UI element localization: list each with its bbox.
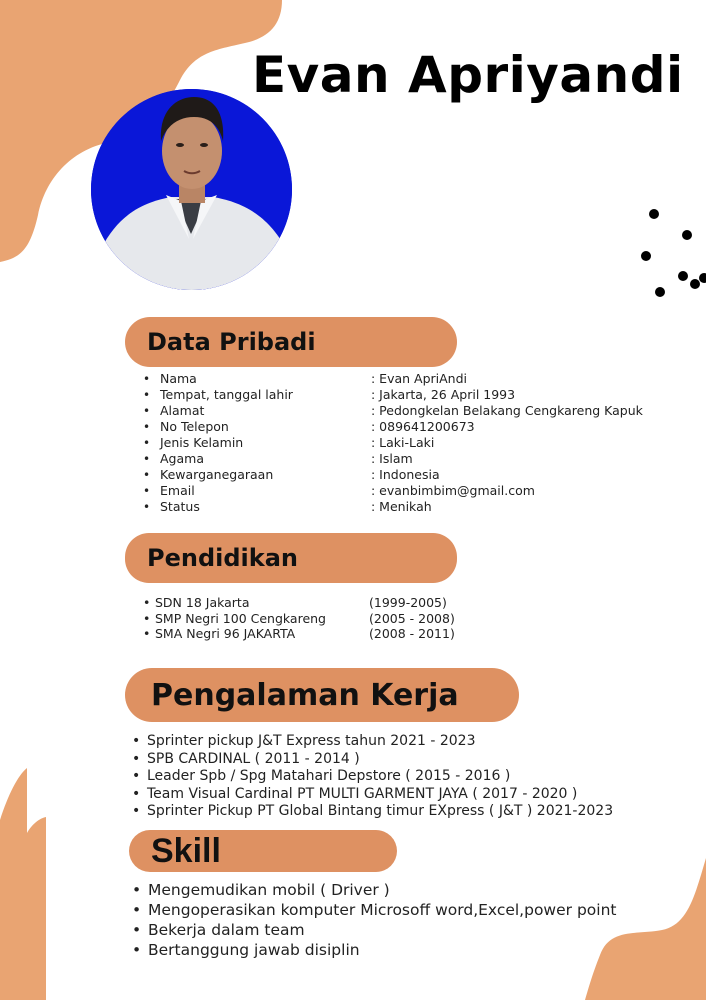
- school-name: SDN 18 Jakarta: [155, 595, 250, 610]
- personal-label: Tempat, tanggal lahir: [160, 387, 293, 402]
- bullet-icon: •: [143, 626, 151, 641]
- section-title-personal-data: Data Pribadi: [147, 328, 316, 356]
- bullet-icon: •: [143, 484, 151, 498]
- personal-label: No Telepon: [160, 419, 229, 434]
- school-name: SMA Negri 96 JAKARTA: [155, 626, 296, 641]
- personal-value: : Indonesia: [371, 467, 440, 482]
- personal-value: : Menikah: [371, 499, 432, 514]
- personal-value: : Laki-Laki: [371, 435, 435, 450]
- bullet-icon: •: [132, 768, 141, 784]
- personal-value-email: : evanbimbim@gmail.com: [371, 483, 535, 498]
- personal-label: Kewarganegaraan: [160, 467, 274, 482]
- profile-photo: [91, 89, 292, 290]
- skill-item-text: Bertanggung jawab disiplin: [148, 941, 360, 959]
- work-item-text: Leader Spb / Spg Matahari Depstore ( 2015 - 2016 ): [147, 768, 511, 784]
- bottom-left-flame: [0, 768, 46, 1000]
- personal-value: : Evan ApriAndi: [371, 371, 468, 386]
- section-title-work-experience: Pengalaman Kerja: [151, 677, 459, 713]
- skill-item-text: Mengoperasikan komputer Microsoff word,Excel,power point: [148, 901, 617, 919]
- bullet-icon: •: [143, 595, 151, 610]
- personal-label: Status: [160, 499, 200, 514]
- bullet-icon: •: [143, 404, 151, 418]
- personal-label: Alamat: [160, 403, 205, 418]
- personal-value: : Jakarta, 26 April 1993: [371, 387, 516, 402]
- school-years: (2008 - 2011): [369, 626, 455, 641]
- skill-item-text: Bekerja dalam team: [148, 921, 305, 939]
- bullet-icon: •: [143, 452, 151, 466]
- bullet-icon: •: [132, 803, 141, 819]
- personal-label: Agama: [160, 451, 204, 466]
- skill-item-text: Mengemudikan mobil ( Driver ): [148, 881, 390, 899]
- section-header-work-experience: [125, 668, 519, 722]
- work-item-text: Team Visual Cardinal PT MULTI GARMENT JAYA ( 2017 - 2020 ): [147, 785, 578, 802]
- personal-value: : 089641200673: [371, 419, 475, 434]
- personal-label: Email: [160, 483, 195, 498]
- section-header-personal-data: [125, 317, 457, 367]
- bullet-icon: •: [132, 901, 142, 919]
- bullet-icon: •: [143, 436, 151, 450]
- bullet-icon: •: [143, 372, 151, 386]
- bullet-icon: •: [132, 750, 141, 767]
- bullet-icon: •: [143, 610, 151, 626]
- section-title-skills: Skill: [151, 831, 221, 870]
- work-item-text: SPB CARDINAL ( 2011 - 2014 ): [147, 750, 360, 767]
- bullet-icon: •: [132, 941, 142, 959]
- work-item-text: Sprinter pickup J&T Express tahun 2021 - 2023: [147, 733, 476, 749]
- bullet-icon: •: [132, 733, 141, 749]
- bullet-icon: •: [132, 881, 142, 899]
- bullet-icon: •: [143, 468, 151, 482]
- bullet-icon: •: [143, 500, 151, 514]
- school-name: SMP Negri 100 Cengkareng: [155, 610, 326, 626]
- work-item-text: Sprinter Pickup PT Global Bintang timur EXpress ( J&T ) 2021-2023: [147, 803, 614, 819]
- section-header-skills: [129, 830, 397, 872]
- personal-label: Jenis Kelamin: [160, 435, 244, 450]
- bullet-icon: •: [143, 388, 151, 402]
- section-header-education: [125, 533, 457, 583]
- bullet-icon: •: [132, 921, 142, 939]
- school-years: (2005 - 2008): [369, 610, 455, 626]
- section-title-education: Pendidikan: [147, 544, 299, 572]
- school-years: (1999-2005): [369, 595, 447, 610]
- bullet-icon: •: [132, 785, 141, 802]
- personal-label: Nama: [160, 371, 197, 386]
- bottom-right-blob: [585, 858, 706, 1000]
- personal-value: : Pedongkelan Belakang Cengkareng Kapuk: [371, 403, 643, 418]
- personal-value: : Islam: [371, 451, 413, 466]
- decorative-dots: [600, 190, 706, 310]
- bullet-icon: •: [143, 420, 151, 434]
- resume-name-title: Evan Apriyandi: [252, 46, 684, 104]
